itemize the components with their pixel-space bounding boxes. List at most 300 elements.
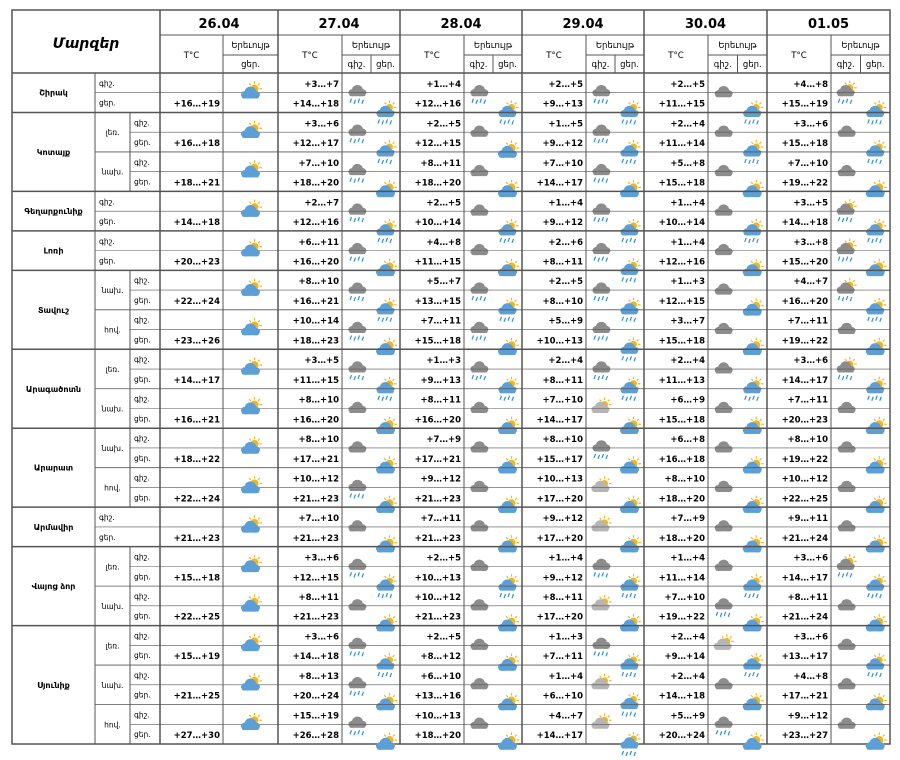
cloud-icon (838, 481, 856, 492)
temp-range: +15…+17 (536, 454, 583, 465)
day-label: ցեր. (134, 690, 151, 700)
temp-range: +21…+23 (173, 533, 220, 544)
temp-range: +22…+24 (173, 296, 220, 307)
sun-cloud-icon (498, 614, 519, 631)
phenomenon-header: Երեւույթ (841, 41, 880, 51)
sun-cloud-icon (498, 180, 519, 197)
cloud-rain-icon (470, 322, 488, 341)
temp-range: +3…+8 (793, 237, 828, 248)
cloud-rain-icon (348, 361, 366, 380)
cloud-icon (470, 599, 488, 610)
temp-range: +4…+8 (793, 79, 828, 90)
temp-range: +5…+9 (670, 711, 705, 722)
night-label: գիշ. (99, 513, 115, 523)
temp-range: +22…+24 (173, 494, 220, 505)
sun-cloud-icon (743, 338, 764, 355)
phenomenon-header: Երեւույթ (231, 41, 270, 51)
region-name: Գեղարքունիք (24, 207, 83, 217)
cloud-rain-icon (470, 85, 488, 104)
temp-range: +15…+18 (658, 178, 705, 189)
temp-range: +10…+13 (536, 336, 583, 347)
temp-range: +3…+6 (793, 553, 828, 564)
temp-range: +9…+12 (542, 218, 583, 229)
cloud-sun-icon (591, 398, 611, 414)
temp-range: +17…+20 (536, 612, 583, 623)
sun-cloud-icon (620, 496, 641, 513)
temp-range: +21…+24 (781, 533, 828, 544)
cloud-icon (470, 639, 488, 650)
temp-range: +5…+8 (670, 158, 705, 169)
temp-range: +26…+28 (292, 731, 339, 742)
temp-range: +12…+16 (658, 257, 705, 268)
temp-range: +8…+10 (787, 435, 828, 446)
temp-range: +7…+10 (542, 158, 583, 169)
date-header: 01.05 (807, 17, 850, 32)
temp-range: +7…+10 (664, 592, 705, 603)
sun-cloud-icon (376, 180, 397, 197)
cloud-icon (838, 402, 856, 413)
sun-cloud-icon (866, 614, 887, 631)
cloud-rain-icon (348, 559, 366, 578)
cloud-sun-rain-icon (837, 199, 857, 222)
region-name: Շիրակ (39, 88, 68, 98)
cloud-icon (838, 125, 856, 136)
cloud-sun-icon (591, 674, 611, 690)
temp-range: +10…+14 (658, 218, 705, 229)
cloud-sun-rain-icon (837, 81, 857, 104)
zone-label: նախ. (101, 286, 124, 296)
sun-cloud-icon (376, 338, 397, 355)
cloud-icon (470, 520, 488, 531)
cloud-icon (715, 323, 733, 334)
temp-range: +14…+17 (781, 375, 828, 386)
temp-range: +10…+12 (292, 474, 339, 485)
sun-cloud-icon (498, 456, 519, 473)
temp-range: +8…+10 (664, 474, 705, 485)
cloud-icon (470, 125, 488, 136)
day-label: ցեր. (99, 256, 116, 266)
sun-cloud-icon (743, 259, 764, 276)
temp-range: +3…+6 (793, 356, 828, 367)
cloud-icon (470, 402, 488, 413)
cloud-icon (838, 165, 856, 176)
temp-range: +10…+12 (781, 474, 828, 485)
sun-cloud-icon (241, 634, 262, 651)
cloud-icon (470, 165, 488, 176)
night-header: գիշ. (836, 60, 855, 70)
night-label: գիշ. (134, 276, 150, 286)
temp-range: +10…+13 (536, 474, 583, 485)
night-header: գիշ. (591, 60, 610, 70)
temp-range: +2…+5 (426, 119, 461, 130)
temp-range: +19…+22 (781, 454, 828, 465)
night-label: գիշ. (134, 315, 150, 325)
temp-range: +5…+9 (548, 316, 583, 327)
temp-range: +22…+25 (173, 612, 220, 623)
sun-cloud-icon (498, 535, 519, 552)
sun-cloud-icon (376, 693, 397, 710)
night-label: գիշ. (134, 157, 150, 167)
temp-range: +14…+18 (781, 218, 828, 229)
temp-range: +7…+11 (787, 395, 828, 406)
day-label: ցեր. (134, 572, 151, 582)
temp-range: +2…+7 (304, 198, 339, 209)
cloud-icon (715, 204, 733, 215)
temp-range: +3…+6 (304, 632, 339, 643)
cloud-rain-icon (348, 322, 366, 341)
cloud-icon (715, 244, 733, 255)
night-label: գիշ. (134, 473, 150, 483)
sun-cloud-icon (866, 456, 887, 473)
temp-range: +9…+13 (420, 375, 461, 386)
sun-cloud-icon (498, 693, 519, 710)
temp-range: +11…+13 (658, 375, 705, 386)
sun-cloud-icon (241, 358, 262, 375)
day-label: ցեր. (134, 295, 151, 305)
temp-range: +3…+7 (670, 316, 705, 327)
cloud-rain-icon (592, 243, 610, 262)
cloud-icon (838, 639, 856, 650)
sun-cloud-icon (498, 496, 519, 513)
day-label: ցեր. (134, 730, 151, 740)
temp-range: +1…+4 (548, 671, 583, 682)
cloud-icon (470, 481, 488, 492)
temp-range: +6…+8 (670, 435, 705, 446)
date-header: 30.04 (684, 17, 727, 32)
temp-range: +5…+7 (426, 277, 461, 288)
cloud-icon (715, 86, 733, 97)
temp-range: +21…+23 (292, 494, 339, 505)
day-header: ցեր. (241, 60, 260, 70)
temp-range: +3…+5 (793, 198, 828, 209)
zone-label: հով. (104, 483, 121, 493)
temp-range: +14…+17 (781, 573, 828, 584)
night-label: գիշ. (134, 355, 150, 365)
cloud-icon (715, 481, 733, 492)
temp-range: +1…+4 (670, 198, 705, 209)
day-header: ցեր. (498, 60, 517, 70)
temp-range: +1…+3 (426, 356, 461, 367)
cloud-rain-icon (470, 361, 488, 380)
day-label: ցեր. (134, 493, 151, 503)
sun-cloud-icon (376, 733, 397, 750)
temp-range: +1…+4 (548, 198, 583, 209)
cloud-icon (838, 599, 856, 610)
temp-range: +18…+21 (173, 178, 220, 189)
temp-range: +1…+4 (426, 79, 461, 90)
temp-range: +8…+12 (420, 652, 461, 663)
temp-range: +4…+7 (548, 711, 583, 722)
temp-range: +15…+18 (658, 415, 705, 426)
temp-range: +23…+27 (781, 731, 828, 742)
cloud-icon (838, 323, 856, 334)
temp-range: +13…+16 (414, 691, 461, 702)
phenomenon-header: Երեւույթ (351, 41, 391, 51)
temp-range: +18…+20 (292, 178, 339, 189)
night-header: գիշ. (469, 60, 488, 70)
temp-range: +15…+18 (173, 573, 220, 584)
temp-range: +2…+4 (670, 356, 705, 367)
sun-cloud-icon (498, 259, 519, 276)
sun-cloud-icon (620, 417, 641, 434)
sun-cloud-icon (743, 456, 764, 473)
temp-range: +2…+5 (670, 79, 705, 90)
temp-range: +7…+10 (298, 158, 339, 169)
temp-range: +21…+25 (173, 691, 220, 702)
temp-range: +6…+10 (542, 691, 583, 702)
temp-range: +8…+11 (420, 395, 461, 406)
temp-range: +12…+16 (292, 218, 339, 229)
temp-range: +15…+20 (781, 257, 828, 268)
temp-range: +2…+4 (670, 119, 705, 130)
cloud-sun-icon (591, 476, 611, 492)
phenomenon-header: Երեւույթ (718, 41, 757, 51)
temp-range: +12…+15 (658, 296, 705, 307)
temp-range: +10…+13 (414, 711, 461, 722)
night-label: գիշ. (134, 591, 150, 601)
temp-header: T°C (183, 51, 200, 61)
cloud-rain-icon (348, 124, 366, 143)
temp-range: +16…+20 (414, 415, 461, 426)
temp-range: +1…+4 (548, 553, 583, 564)
temp-range: +13…+17 (781, 652, 828, 663)
temp-range: +7…+9 (426, 435, 461, 446)
temp-range: +18…+20 (414, 178, 461, 189)
cloud-rain-icon (470, 282, 488, 301)
temp-range: +8…+10 (298, 435, 339, 446)
region-name: Սյունիք (37, 680, 70, 690)
sun-cloud-icon (241, 476, 262, 493)
temp-range: +8…+11 (298, 592, 339, 603)
temp-range: +9…+12 (542, 573, 583, 584)
temp-range: +17…+21 (414, 454, 461, 465)
cloud-icon (838, 678, 856, 689)
temp-range: +7…+11 (420, 514, 461, 525)
sun-cloud-icon (241, 200, 262, 217)
temp-range: +2…+5 (548, 79, 583, 90)
sun-cloud-rain-icon (620, 732, 640, 756)
region-name: Արագածոտն (25, 384, 82, 394)
temp-range: +11…+15 (414, 257, 461, 268)
cloud-rain-icon (348, 243, 366, 262)
cloud-icon (470, 441, 488, 452)
temp-range: +16…+18 (658, 454, 705, 465)
sun-cloud-icon (241, 397, 262, 414)
zone-label: նախ. (101, 404, 124, 414)
sun-cloud-icon (241, 121, 262, 138)
temp-range: +19…+22 (781, 336, 828, 347)
temp-range: +12…+17 (292, 139, 339, 150)
cloud-icon (470, 560, 488, 571)
cloud-rain-icon (592, 124, 610, 143)
sun-cloud-icon (241, 555, 262, 572)
zone-label: նախ. (101, 167, 124, 177)
temp-range: +11…+14 (658, 139, 705, 150)
sun-cloud-icon (743, 693, 764, 710)
temp-range: +9…+12 (787, 711, 828, 722)
temp-range: +7…+10 (787, 158, 828, 169)
temp-range: +3…+6 (793, 119, 828, 130)
cloud-icon (348, 520, 366, 531)
temp-range: +14…+17 (536, 731, 583, 742)
day-label: ցեր. (99, 532, 116, 542)
sun-cloud-icon (866, 180, 887, 197)
cloud-rain-icon (348, 164, 366, 183)
zone-label: նախ. (101, 601, 124, 611)
temp-range: +9…+13 (542, 99, 583, 110)
temp-range: +8…+10 (298, 395, 339, 406)
sun-cloud-icon (620, 614, 641, 631)
cloud-rain-icon (348, 717, 366, 736)
cloud-icon (715, 125, 733, 136)
temp-range: +21…+23 (414, 612, 461, 623)
temp-range: +17…+21 (292, 454, 339, 465)
sun-cloud-icon (743, 180, 764, 197)
temp-range: +3…+6 (793, 632, 828, 643)
day-label: ցեր. (134, 611, 151, 621)
day-header: ցեր. (865, 60, 885, 70)
temp-range: +10…+12 (414, 592, 461, 603)
temp-range: +16…+20 (781, 296, 828, 307)
temp-range: +17…+21 (781, 691, 828, 702)
temp-range: +21…+23 (414, 494, 461, 505)
cloud-icon (470, 678, 488, 689)
temp-range: +2…+5 (426, 198, 461, 209)
sun-cloud-icon (498, 338, 519, 355)
sun-cloud-icon (241, 239, 262, 256)
temp-range: +1…+3 (670, 277, 705, 288)
temp-range: +16…+19 (173, 99, 220, 110)
sun-cloud-icon (241, 673, 262, 690)
page-title: Մարզեր (52, 36, 120, 52)
cloud-rain-icon (348, 638, 366, 657)
sun-cloud-icon (743, 733, 764, 750)
temp-range: +21…+23 (292, 533, 339, 544)
sun-cloud-icon (376, 417, 397, 434)
cloud-rain-icon (592, 361, 610, 380)
cloud-rain-icon (348, 203, 366, 222)
temp-range: +13…+15 (414, 296, 461, 307)
region-name: Տավուշ (37, 305, 70, 315)
temp-range: +8…+10 (298, 277, 339, 288)
temp-range: +7…+11 (420, 316, 461, 327)
temp-header: T°C (791, 51, 807, 61)
temp-range: +2…+4 (670, 671, 705, 682)
sun-cloud-icon (866, 693, 887, 710)
night-label: գիշ. (99, 78, 115, 88)
night-label: գիշ. (134, 118, 150, 128)
zone-label: հով. (104, 325, 121, 335)
temp-header: T°C (424, 51, 440, 61)
temp-range: +15…+18 (658, 336, 705, 347)
cloud-sun-rain-icon (837, 554, 857, 577)
temp-range: +8…+10 (542, 296, 583, 307)
temp-range: +18…+23 (292, 336, 339, 347)
temp-range: +16…+21 (173, 415, 220, 426)
temp-range: +4…+8 (793, 671, 828, 682)
sun-cloud-icon (241, 279, 262, 296)
temp-range: +19…+22 (781, 178, 828, 189)
temp-range: +10…+13 (414, 573, 461, 584)
temp-range: +16…+18 (173, 139, 220, 150)
cloud-sun-icon (591, 713, 611, 729)
temp-range: +14…+18 (292, 99, 339, 110)
temp-range: +4…+8 (426, 237, 461, 248)
sun-cloud-icon (241, 81, 262, 98)
date-header: 26.04 (198, 17, 240, 32)
region-name: Արմավիր (33, 522, 74, 532)
temp-range: +8…+11 (787, 592, 828, 603)
temp-range: +3…+5 (304, 356, 339, 367)
temp-range: +2…+5 (426, 553, 461, 564)
cloud-icon (838, 718, 856, 729)
cloud-icon (715, 402, 733, 413)
zone-label: հով. (104, 720, 121, 730)
date-header: 28.04 (440, 17, 482, 32)
sun-cloud-icon (743, 417, 764, 434)
night-label: գիշ. (99, 236, 115, 246)
temp-range: +11…+15 (292, 375, 339, 386)
sun-cloud-icon (866, 338, 887, 355)
temp-range: +10…+14 (414, 218, 461, 229)
sun-cloud-icon (866, 535, 887, 552)
cloud-rain-icon (592, 164, 610, 183)
region-name: Արարատ (33, 463, 74, 473)
night-label: գիշ. (134, 394, 150, 404)
temp-range: +18…+20 (658, 494, 705, 505)
cloud-rain-icon (592, 203, 610, 222)
date-header: 29.04 (562, 17, 604, 32)
temp-range: +14…+18 (292, 652, 339, 663)
cloud-icon (348, 599, 366, 610)
temp-range: +7…+11 (542, 652, 583, 663)
cloud-icon (838, 441, 856, 452)
cloud-sun-icon (714, 634, 734, 650)
temp-range: +6…+11 (298, 237, 339, 248)
temp-range: +8…+10 (542, 435, 583, 446)
temp-range: +21…+23 (414, 533, 461, 544)
sun-cloud-icon (620, 456, 641, 473)
day-label: ցեր. (99, 217, 116, 227)
day-label: ցեր. (134, 138, 151, 148)
cloud-rain-icon (715, 717, 733, 736)
cloud-icon (715, 520, 733, 531)
day-header: ցեր. (742, 60, 762, 70)
region-name: Կոտայք (36, 147, 71, 157)
sun-cloud-icon (241, 713, 262, 730)
temp-range: +22…+25 (781, 494, 828, 505)
temp-range: +9…+14 (664, 652, 705, 663)
day-header: ցեր. (620, 60, 639, 70)
sun-cloud-icon (241, 318, 262, 335)
temp-range: +16…+20 (292, 415, 339, 426)
sun-cloud-icon (241, 160, 262, 177)
temp-range: +1…+4 (670, 553, 705, 564)
temp-range: +14…+18 (658, 691, 705, 702)
night-label: գիշ. (134, 670, 150, 680)
cloud-icon (715, 678, 733, 689)
temp-range: +15…+19 (781, 99, 828, 110)
cloud-icon (348, 402, 366, 413)
sun-cloud-icon (620, 535, 641, 552)
temp-range: +17…+20 (536, 494, 583, 505)
phenomenon-header: Երեւույթ (473, 41, 513, 51)
cloud-icon (715, 441, 733, 452)
sun-cloud-icon (743, 614, 764, 631)
temp-range: +8…+11 (542, 375, 583, 386)
temp-range: +7…+11 (787, 316, 828, 327)
temp-range: +2…+5 (426, 632, 461, 643)
